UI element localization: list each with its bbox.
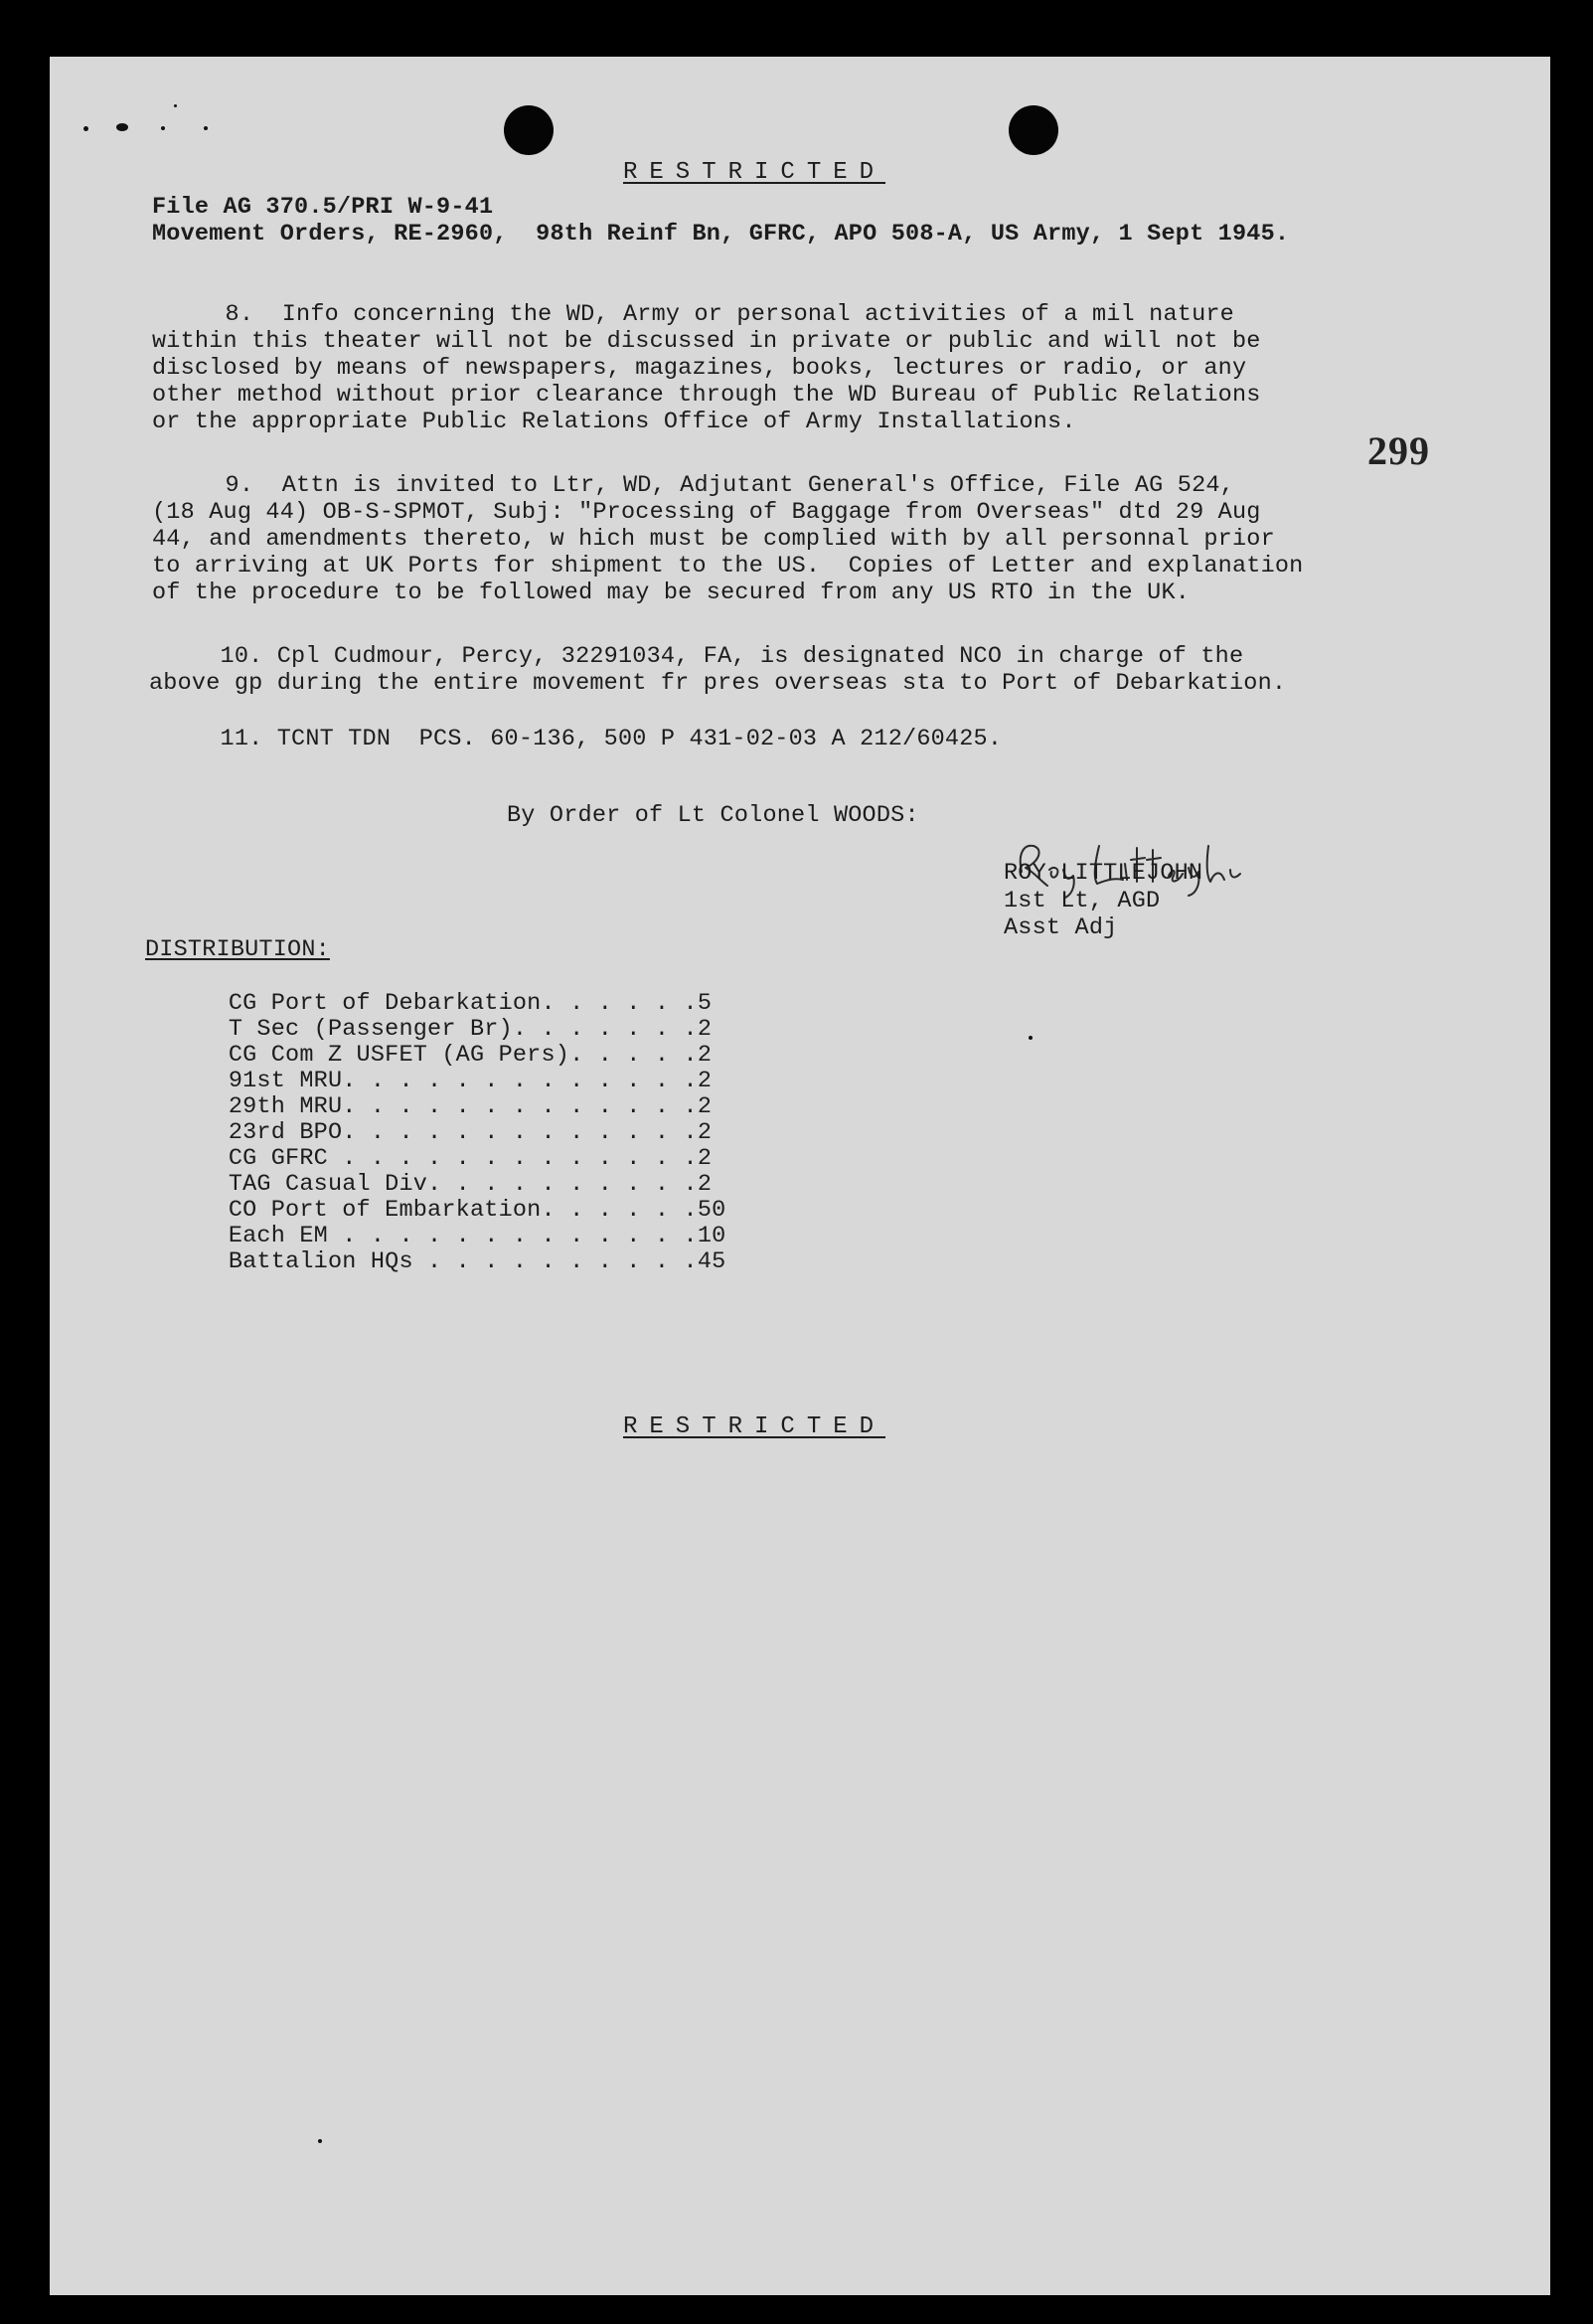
document-page bbox=[50, 57, 1550, 2295]
paragraph-line: 9. Attn is invited to Ltr, WD, Adjutant General's Office, File AG 524, bbox=[154, 472, 1234, 499]
paragraph-11: 11. TCNT TDN PCS. 60-136, 500 P 431-02-03 A 212/60425. bbox=[149, 726, 1003, 752]
distribution-label: CO Port of Embarkation. . . . . . bbox=[228, 1197, 698, 1224]
restricted-header: RESTRICTED bbox=[623, 159, 886, 186]
distribution-label: CG Port of Debarkation. . . . . . bbox=[228, 990, 698, 1017]
distribution-count: 2 bbox=[697, 1171, 713, 1198]
paragraph-line: other method without prior clearance through the WD Bureau of Public Relations bbox=[152, 382, 1261, 409]
distribution-count: 2 bbox=[697, 1042, 713, 1069]
speck-mark bbox=[116, 123, 128, 131]
distribution-count: 45 bbox=[697, 1248, 726, 1275]
paragraph-line: above gp during the entire movement fr pres overseas sta to Port of Debarkation. bbox=[149, 670, 1287, 697]
paragraph-line: to arriving at UK Ports for shipment to the US. Copies of Letter and explanation bbox=[152, 553, 1304, 580]
paragraph-line: within this theater will not be discussed in private or public and will not be bbox=[152, 328, 1261, 355]
paragraph-line: 10. Cpl Cudmour, Percy, 32291034, FA, is designated NCO in charge of the bbox=[149, 643, 1244, 670]
distribution-item bbox=[143, 989, 713, 1043]
distribution-label: Battalion HQs . . . . . . . . . . bbox=[228, 1248, 698, 1275]
speck-mark bbox=[1029, 1036, 1033, 1040]
distribution-item bbox=[143, 1041, 713, 1094]
speck-mark bbox=[204, 126, 208, 130]
distribution-count: 2 bbox=[697, 1068, 713, 1094]
distribution-count: 2 bbox=[697, 1016, 713, 1043]
distribution-item bbox=[143, 1015, 713, 1069]
distribution-label: CG GFRC . . . . . . . . . . . . . bbox=[228, 1145, 698, 1172]
distribution-item bbox=[143, 963, 713, 1017]
distribution-item bbox=[143, 1170, 726, 1224]
punch-hole-right bbox=[1009, 105, 1058, 155]
speck-mark bbox=[174, 104, 177, 107]
distribution-count: 2 bbox=[697, 1119, 713, 1146]
signer-rank: 1st Lt, AGD bbox=[1004, 888, 1161, 914]
distribution-label: Each EM . . . . . . . . . . . . . bbox=[228, 1223, 698, 1249]
distribution-item bbox=[143, 1067, 713, 1120]
distribution-label: 91st MRU. . . . . . . . . . . . . bbox=[228, 1068, 698, 1094]
paragraph-line: 44, and amendments thereto, w hich must be complied with by all personnal prior bbox=[152, 526, 1275, 553]
distribution-count: 2 bbox=[697, 1145, 713, 1172]
distribution-item bbox=[143, 1118, 713, 1172]
paragraph-line: or the appropriate Public Relations Office of Army Installations. bbox=[152, 409, 1076, 435]
distribution-count: 2 bbox=[697, 1093, 713, 1120]
speck-mark bbox=[318, 2139, 322, 2143]
distribution-list bbox=[143, 963, 726, 1275]
distribution-item bbox=[143, 1144, 713, 1198]
signer-name: ROY LITTLEJOHN bbox=[1004, 860, 1203, 887]
restricted-footer: RESTRICTED bbox=[623, 1413, 886, 1440]
distribution-label: T Sec (Passenger Br). . . . . . . bbox=[228, 1016, 698, 1043]
distribution-item bbox=[143, 1092, 713, 1146]
paragraph-line: (18 Aug 44) OB-S-SPMOT, Subj: "Processing of Baggage from Overseas" dtd 29 Aug bbox=[152, 499, 1261, 526]
speck-mark bbox=[161, 126, 165, 130]
signer-title: Asst Adj bbox=[1004, 914, 1118, 941]
paragraph-line: disclosed by means of newspapers, magazines, books, lectures or radio, or any bbox=[152, 355, 1247, 382]
by-order-line: By Order of Lt Colonel WOODS: bbox=[507, 802, 919, 829]
distribution-label: TAG Casual Div. . . . . . . . . . bbox=[228, 1171, 698, 1198]
orders-line: Movement Orders, RE-2960, 98th Reinf Bn, GFRC, APO 508-A, US Army, 1 Sept 1945. bbox=[152, 221, 1290, 248]
file-line: File AG 370.5/PRI W-9-41 bbox=[152, 194, 494, 221]
distribution-title: DISTRIBUTION: bbox=[145, 936, 330, 963]
speck-mark bbox=[83, 126, 88, 131]
distribution-count: 10 bbox=[697, 1223, 726, 1249]
paragraph-line: 8. Info concerning the WD, Army or personal activities of a mil nature bbox=[154, 301, 1234, 328]
distribution-label: 29th MRU. . . . . . . . . . . . . bbox=[228, 1093, 698, 1120]
distribution-label: 23rd BPO. . . . . . . . . . . . . bbox=[228, 1119, 698, 1146]
distribution-label: CG Com Z USFET (AG Pers). . . . . bbox=[228, 1042, 698, 1069]
punch-hole-left bbox=[504, 105, 554, 155]
distribution-count: 50 bbox=[697, 1197, 726, 1224]
page-number: 299 bbox=[1367, 428, 1430, 473]
paragraph-line: of the procedure to be followed may be secured from any US RTO in the UK. bbox=[152, 580, 1191, 606]
distribution-count: 5 bbox=[697, 990, 713, 1017]
